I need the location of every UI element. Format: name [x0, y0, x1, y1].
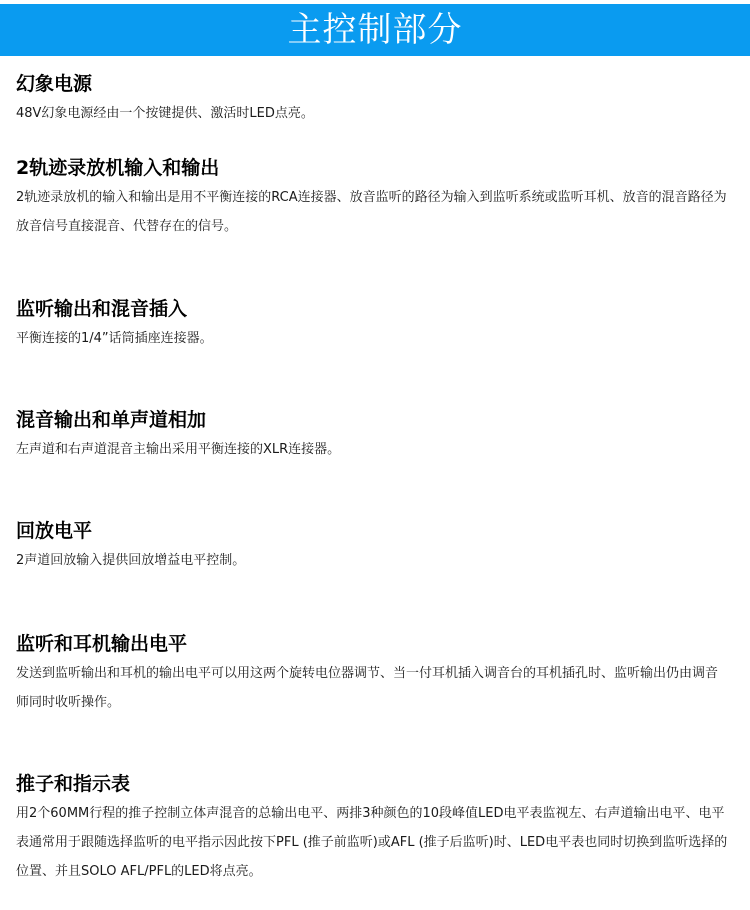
header-banner — [0, 4, 750, 56]
section-2track-io — [16, 156, 730, 241]
section-title: 回放电平 — [16, 520, 93, 542]
section-title: 混音输出和单声道相加 — [16, 409, 207, 431]
section-title: 监听和耳机输出电平 — [16, 633, 188, 655]
section-body: 用2个60MM行程的推子控制立体声混音的总输出电平、两排3种颜色的10段峰值LED电平表监视左、右声道输出电平、电平表通常用于跟随选择监听的电平指示因此按下PFL (推子前监听)或AFL (推子后监听)时、LED电平表也同时切换到监听选择的位置、并且SOLO AFL/PFL的LED将点亮。 — [16, 806, 728, 879]
section-body: 2声道回放输入提供回放增益电平控制。 — [16, 553, 246, 568]
section-body: 2轨迹录放机的输入和输出是用不平衡连接的RCA连接器、放音监听的路径为输入到监听系统或监听耳机、放音的混音路径为放音信号直接混音、代替存在的信号。 — [16, 190, 727, 234]
section-body: 48V幻象电源经由一个按键提供、激活时LED点亮。 — [16, 106, 314, 121]
section-title: 监听输出和混音插入 — [16, 298, 188, 320]
section-monitor-headphone-level — [16, 632, 730, 717]
section-title: 2轨迹录放机输入和输出 — [16, 157, 220, 179]
section-playback-level — [16, 519, 730, 575]
section-body: 发送到监听输出和耳机的输出电平可以用这两个旋转电位器调节、当一付耳机插入调音台的耳机插孔时、监听输出仍由调音师同时收听操作。 — [16, 666, 719, 710]
page-title: 主控制部分 — [287, 10, 463, 50]
section-mix-output-mono — [16, 408, 730, 464]
section-monitor-output-insert — [16, 297, 730, 353]
section-faders-meters — [16, 772, 730, 886]
section-phantom-power — [16, 72, 730, 128]
section-body: 左声道和右声道混音主输出采用平衡连接的XLR连接器。 — [16, 442, 341, 457]
section-title: 幻象电源 — [16, 73, 93, 95]
section-title: 推子和指示表 — [16, 773, 131, 795]
section-body: 平衡连接的1/4”话筒插座连接器。 — [16, 331, 213, 346]
